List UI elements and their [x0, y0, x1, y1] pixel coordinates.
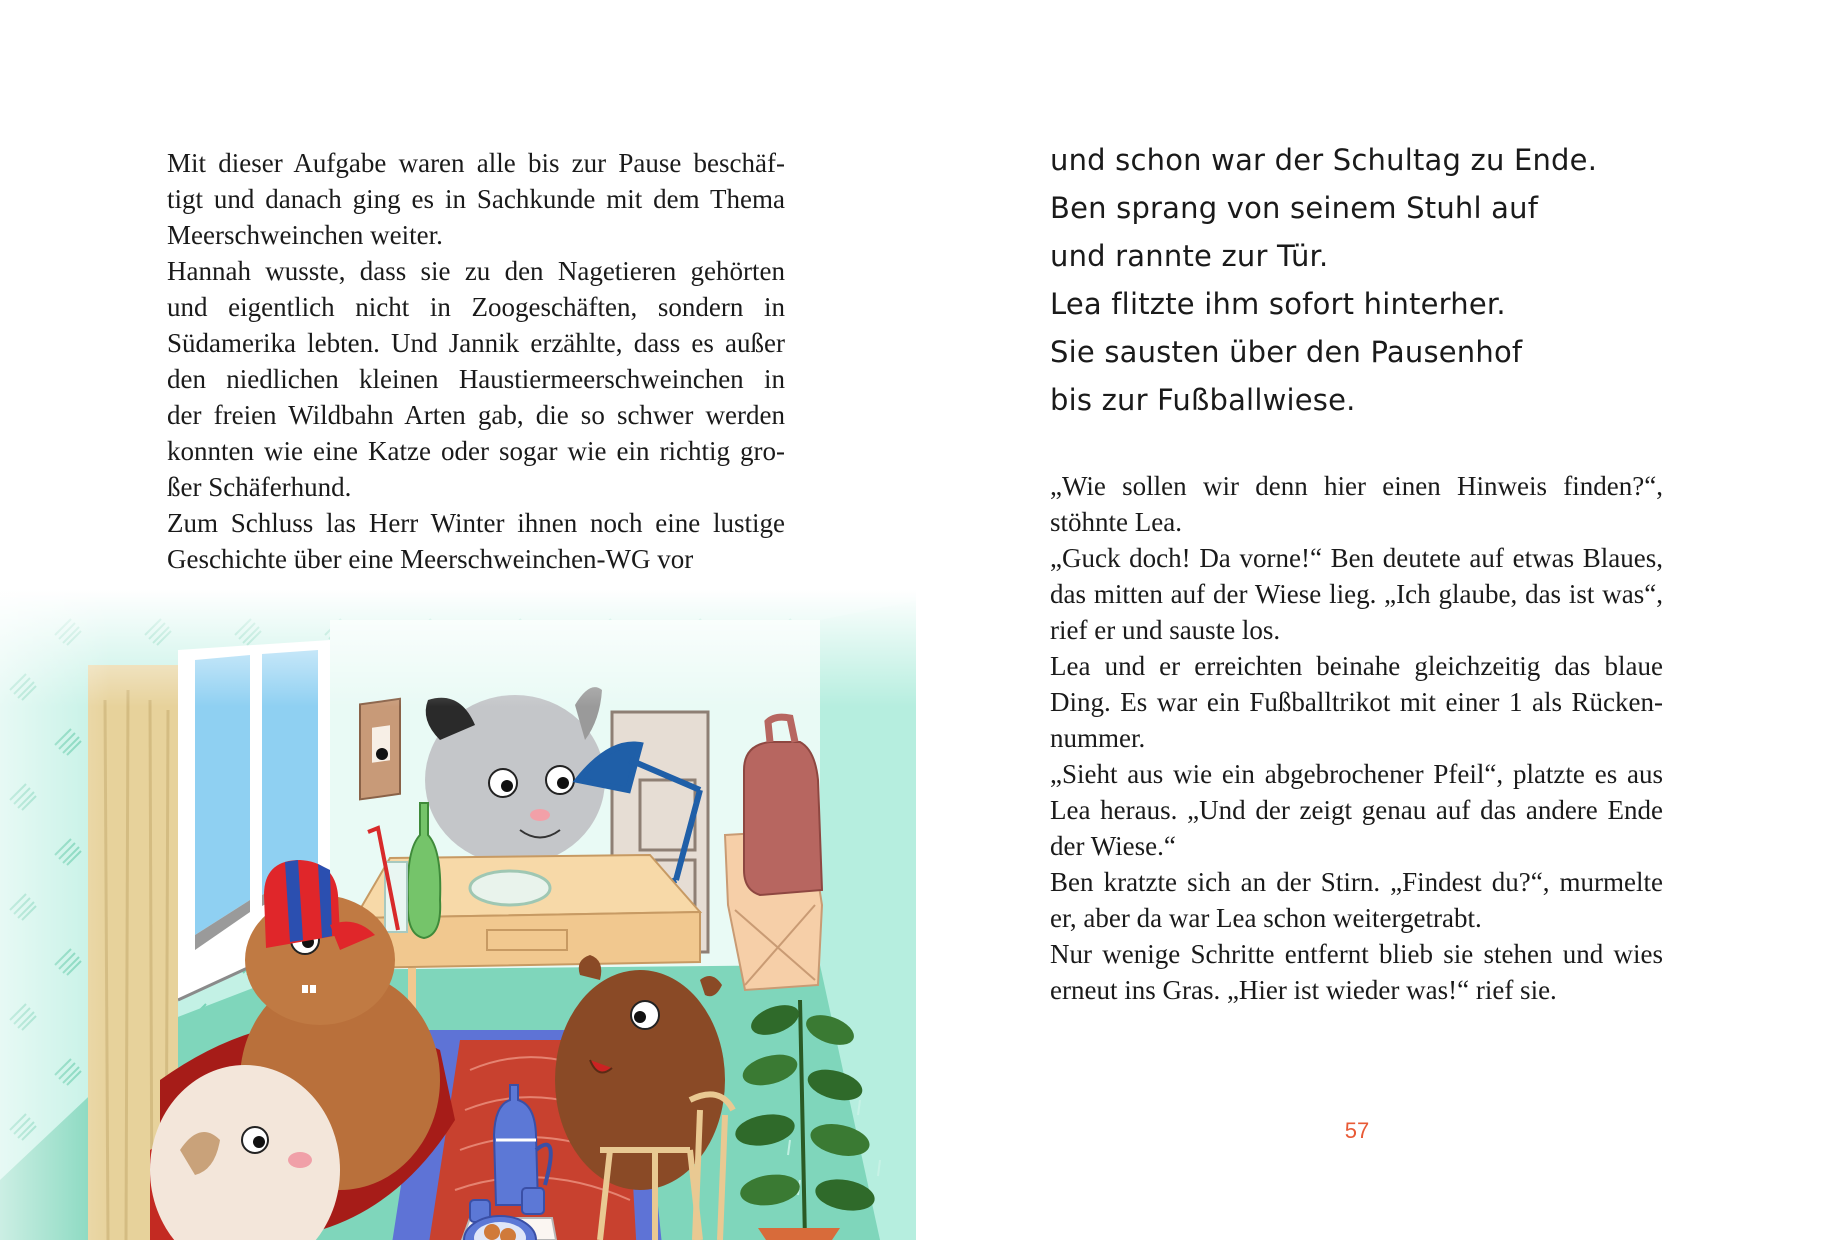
text-line: erneut ins Gras. „Hier ist wieder was!“ rief sie.	[1050, 975, 1557, 1005]
text-line: den niedlichen kleinen Haustiermeerschweinchen in	[167, 364, 785, 394]
large-text-line: Lea flitzte ihm sofort hinterher.	[1050, 287, 1506, 321]
text-line: rief er und sauste los.	[1050, 615, 1281, 645]
text-line: Zum Schluss las Herr Winter ihnen noch eine lustige	[167, 508, 785, 538]
text-line: „Sieht aus wie ein abgebrochener Pfeil“, platzte es aus	[1050, 759, 1663, 789]
text-line: tigt und danach ging es in Sachkunde mit dem Thema	[167, 184, 785, 214]
large-text-line: Sie sausten über den Pausenhof	[1050, 335, 1523, 369]
large-text-line: und schon war der Schultag zu Ende.	[1050, 143, 1598, 177]
right-page-paragraph	[1050, 468, 1663, 1008]
left-page-paragraph	[167, 145, 785, 577]
text-line: Geschichte über eine Meerschweinchen-WG vor	[167, 544, 694, 574]
large-print-passage	[1050, 136, 1670, 424]
text-line: Mit dieser Aufgabe waren alle bis zur Pause beschäf-	[167, 148, 785, 178]
large-text-line: und rannte zur Tür.	[1050, 239, 1329, 273]
text-line: stöhnte Lea.	[1050, 507, 1182, 537]
large-text-line: Ben sprang von seinem Stuhl auf	[1050, 191, 1539, 225]
text-line: nummer.	[1050, 723, 1146, 753]
text-line: „Guck doch! Da vorne!“ Ben deutete auf etwas Blaues,	[1050, 543, 1663, 573]
text-line: er, aber da war Lea schon weitergetrabt.	[1050, 903, 1482, 933]
text-line: konnten wie eine Katze oder sogar wie ein richtig gro-	[167, 436, 785, 466]
text-line: Lea und er erreichten beinahe gleichzeitig das blaue	[1050, 651, 1663, 681]
text-line: Lea heraus. „Und der zeigt genau auf das andere Ende	[1050, 795, 1663, 825]
text-line: Hannah wusste, dass sie zu den Nagetieren gehörten	[167, 256, 785, 286]
text-line: der freien Wildbahn Arten gab, die so schwer werden	[167, 400, 785, 430]
text-line: Meerschweinchen weiter.	[167, 220, 443, 250]
text-line: Ding. Es war ein Fußballtrikot mit einer 1 als Rücken-	[1050, 687, 1663, 717]
text-line: und eigentlich nicht in Zoogeschäften, sondern in	[167, 292, 785, 322]
large-text-line: bis zur Fußballwiese.	[1050, 383, 1356, 417]
text-line: Südamerika lebten. Und Jannik erzählte, dass es außer	[167, 328, 785, 358]
text-line: ßer Schäferhund.	[167, 472, 352, 502]
page-number: 57	[1344, 1118, 1370, 1143]
text-line: das mitten auf der Wiese lieg. „Ich glaube, das ist was“,	[1050, 579, 1663, 609]
text-line: Ben kratzte sich an der Stirn. „Findest du?“, murmelte	[1050, 867, 1663, 897]
text-line: Nur wenige Schritte entfernt blieb sie stehen und wies	[1050, 939, 1663, 969]
text-line: der Wiese.“	[1050, 831, 1176, 861]
guinea-pig-living-room-illustration	[0, 590, 920, 1240]
text-line: „Wie sollen wir denn hier einen Hinweis finden?“,	[1050, 471, 1663, 501]
